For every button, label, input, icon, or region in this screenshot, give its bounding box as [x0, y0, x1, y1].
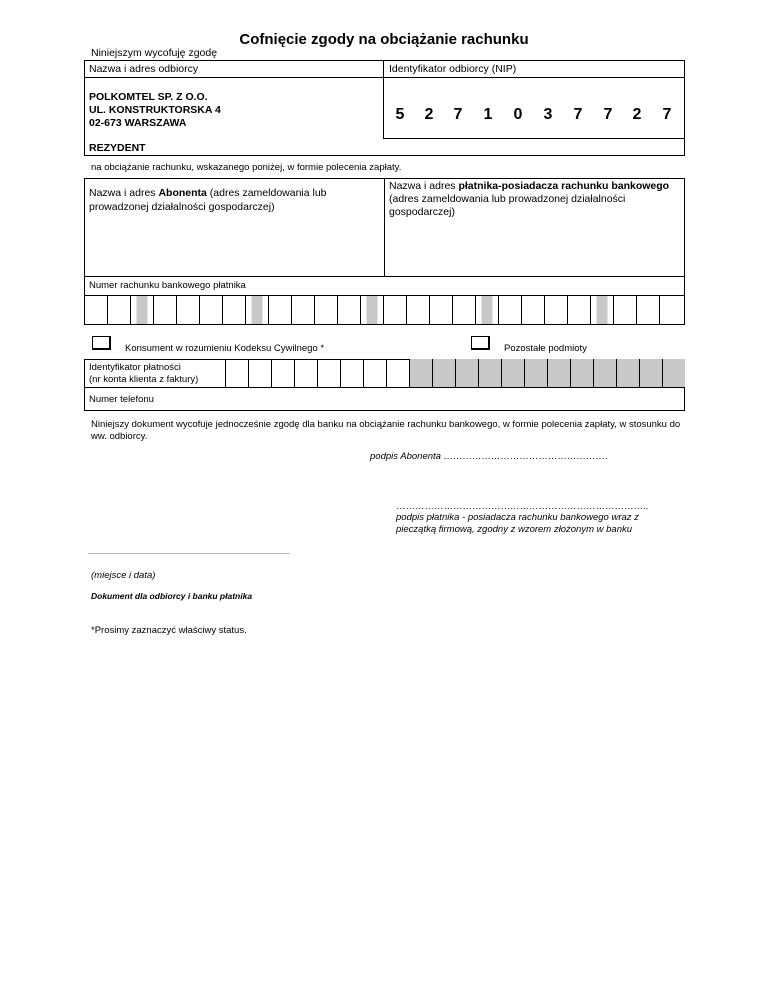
account-separator-cell — [361, 296, 384, 324]
payment-id-cell — [295, 359, 318, 387]
account-number-field[interactable] — [84, 295, 685, 325]
account-label: Numer rachunku bankowego płatnika — [89, 280, 246, 291]
nip-digit: 0 — [513, 106, 523, 123]
payment-id-cell-disabled — [594, 359, 617, 387]
account-cell — [545, 296, 568, 324]
payment-id-cell — [249, 359, 272, 387]
account-cell — [430, 296, 453, 324]
payment-id-cell — [318, 359, 341, 387]
account-cells — [85, 296, 685, 324]
place-date-label: (miejsce i data) — [91, 570, 156, 581]
payer-signature-line[interactable]: …………………………………………………………………….. — [396, 501, 649, 512]
recipient-address — [89, 91, 221, 130]
payment-id-cell-disabled — [663, 359, 685, 387]
nip-digit: 2 — [424, 106, 434, 123]
payment-id-cell — [387, 359, 410, 387]
nip-label: Identyfikator odbiorcy (NIP) — [389, 63, 517, 75]
page-title: Cofnięcie zgody na obciążanie rachunku — [239, 31, 529, 48]
payment-id-label: Identyfikator płatności (nr konta klienta z faktury) — [89, 362, 199, 385]
account-cell — [292, 296, 315, 324]
payment-id-field[interactable] — [225, 359, 685, 387]
account-cell — [338, 296, 361, 324]
payment-id-cell-disabled — [433, 359, 456, 387]
account-cell — [453, 296, 476, 324]
recipient-status: REZYDENT — [89, 142, 146, 154]
account-cell — [154, 296, 177, 324]
account-cell — [85, 296, 108, 324]
payment-id-cell-disabled — [571, 359, 594, 387]
recipient-nip-divider — [383, 60, 384, 138]
subscriber-address-field[interactable] — [85, 219, 383, 275]
payment-id-cell-disabled — [548, 359, 571, 387]
recipient-label: Nazwa i adres odbiorcy — [89, 63, 199, 75]
payment-id-cell — [364, 359, 387, 387]
payer-address-field[interactable] — [385, 219, 684, 275]
account-separator-cell — [476, 296, 499, 324]
recipient-city: 02-673 WARSZAWA — [89, 117, 187, 129]
subscriber-label: Nazwa i adres Abonenta (adres zameldowania lub prowadzonej działalności gospodarczej) — [89, 187, 327, 213]
account-header-divider — [84, 276, 685, 277]
payment-id-cell-disabled — [502, 359, 525, 387]
phone-label: Numer telefonu — [89, 394, 154, 405]
recipient-name: POLKOMTEL SP. Z O.O. — [89, 91, 208, 103]
nip-digit: 7 — [573, 106, 583, 123]
nip-digit: 7 — [453, 106, 463, 123]
charge-text: na obciążanie rachunku, wskazanego poniżej, w formie polecenia zapłaty. — [91, 162, 402, 173]
payment-id-cell-disabled — [640, 359, 663, 387]
withdraw-text: Niniejszy dokument wycofuje jednocześnie zgodę dla banku na obciążanie rachunku bankowego, w formie polecenia zapłaty, w stosunku do ww. odbiorcy. — [91, 419, 681, 442]
document-for-label: Dokument dla odbiorcy i banku płatnika — [91, 591, 253, 601]
consumer-checkbox[interactable] — [92, 336, 111, 350]
account-cell — [499, 296, 522, 324]
consumer-label: Konsument w rozumieniu Kodeksu Cywilnego * — [125, 343, 325, 354]
nip-digit: 7 — [603, 106, 613, 123]
account-cell — [108, 296, 131, 324]
account-cell — [177, 296, 200, 324]
account-cell — [522, 296, 545, 324]
payer-signature-caption: podpis płatnika - posiadacza rachunku bankowego wraz z pieczątką firmową, zgodny z wzorem złożonym w banku — [396, 512, 639, 535]
payment-id-cell — [272, 359, 295, 387]
account-cell — [568, 296, 591, 324]
other-entities-checkbox[interactable] — [471, 336, 490, 350]
account-cell — [315, 296, 338, 324]
account-cell — [660, 296, 685, 324]
account-cell — [407, 296, 430, 324]
subscriber-signature[interactable]: podpis Abonenta ……………………………………………. — [370, 451, 608, 462]
payment-id-cell — [341, 359, 364, 387]
nip-bottom-line — [383, 138, 685, 139]
account-cell — [223, 296, 246, 324]
recipient-street: UL. KONSTRUKTORSKA 4 — [89, 104, 221, 116]
payment-id-cell-disabled — [617, 359, 640, 387]
nip-digit: 3 — [543, 106, 553, 123]
payment-id-cell — [226, 359, 249, 387]
nip-digit: 5 — [395, 106, 405, 123]
account-cell — [200, 296, 223, 324]
account-cell — [384, 296, 407, 324]
nip-digit: 7 — [662, 106, 672, 123]
account-separator-cell — [246, 296, 269, 324]
account-cell — [269, 296, 292, 324]
other-entities-label: Pozostałe podmioty — [504, 343, 587, 354]
payment-id-cell-disabled — [479, 359, 502, 387]
account-cell — [637, 296, 660, 324]
payment-id-cell-disabled — [525, 359, 548, 387]
nip-digit: 2 — [632, 106, 642, 123]
account-separator-cell — [591, 296, 614, 324]
account-cell — [614, 296, 637, 324]
intro-text: Niniejszym wycofuję zgodę — [91, 47, 218, 59]
phone-field[interactable] — [225, 388, 684, 410]
payment-id-cell-disabled — [456, 359, 479, 387]
nip-digit: 1 — [483, 106, 493, 123]
payer-label: Nazwa i adres płatnika-posiadacza rachunku bankowego (adres zameldowania lub prowadzonej działalności gospodarczej) — [389, 180, 670, 218]
recipient-header-divider — [84, 77, 685, 78]
account-separator-cell — [131, 296, 154, 324]
footnote: *Prosimy zaznaczyć właściwy status. — [91, 625, 247, 636]
payment-id-cell-disabled — [410, 359, 433, 387]
place-date-line[interactable] — [88, 553, 290, 554]
